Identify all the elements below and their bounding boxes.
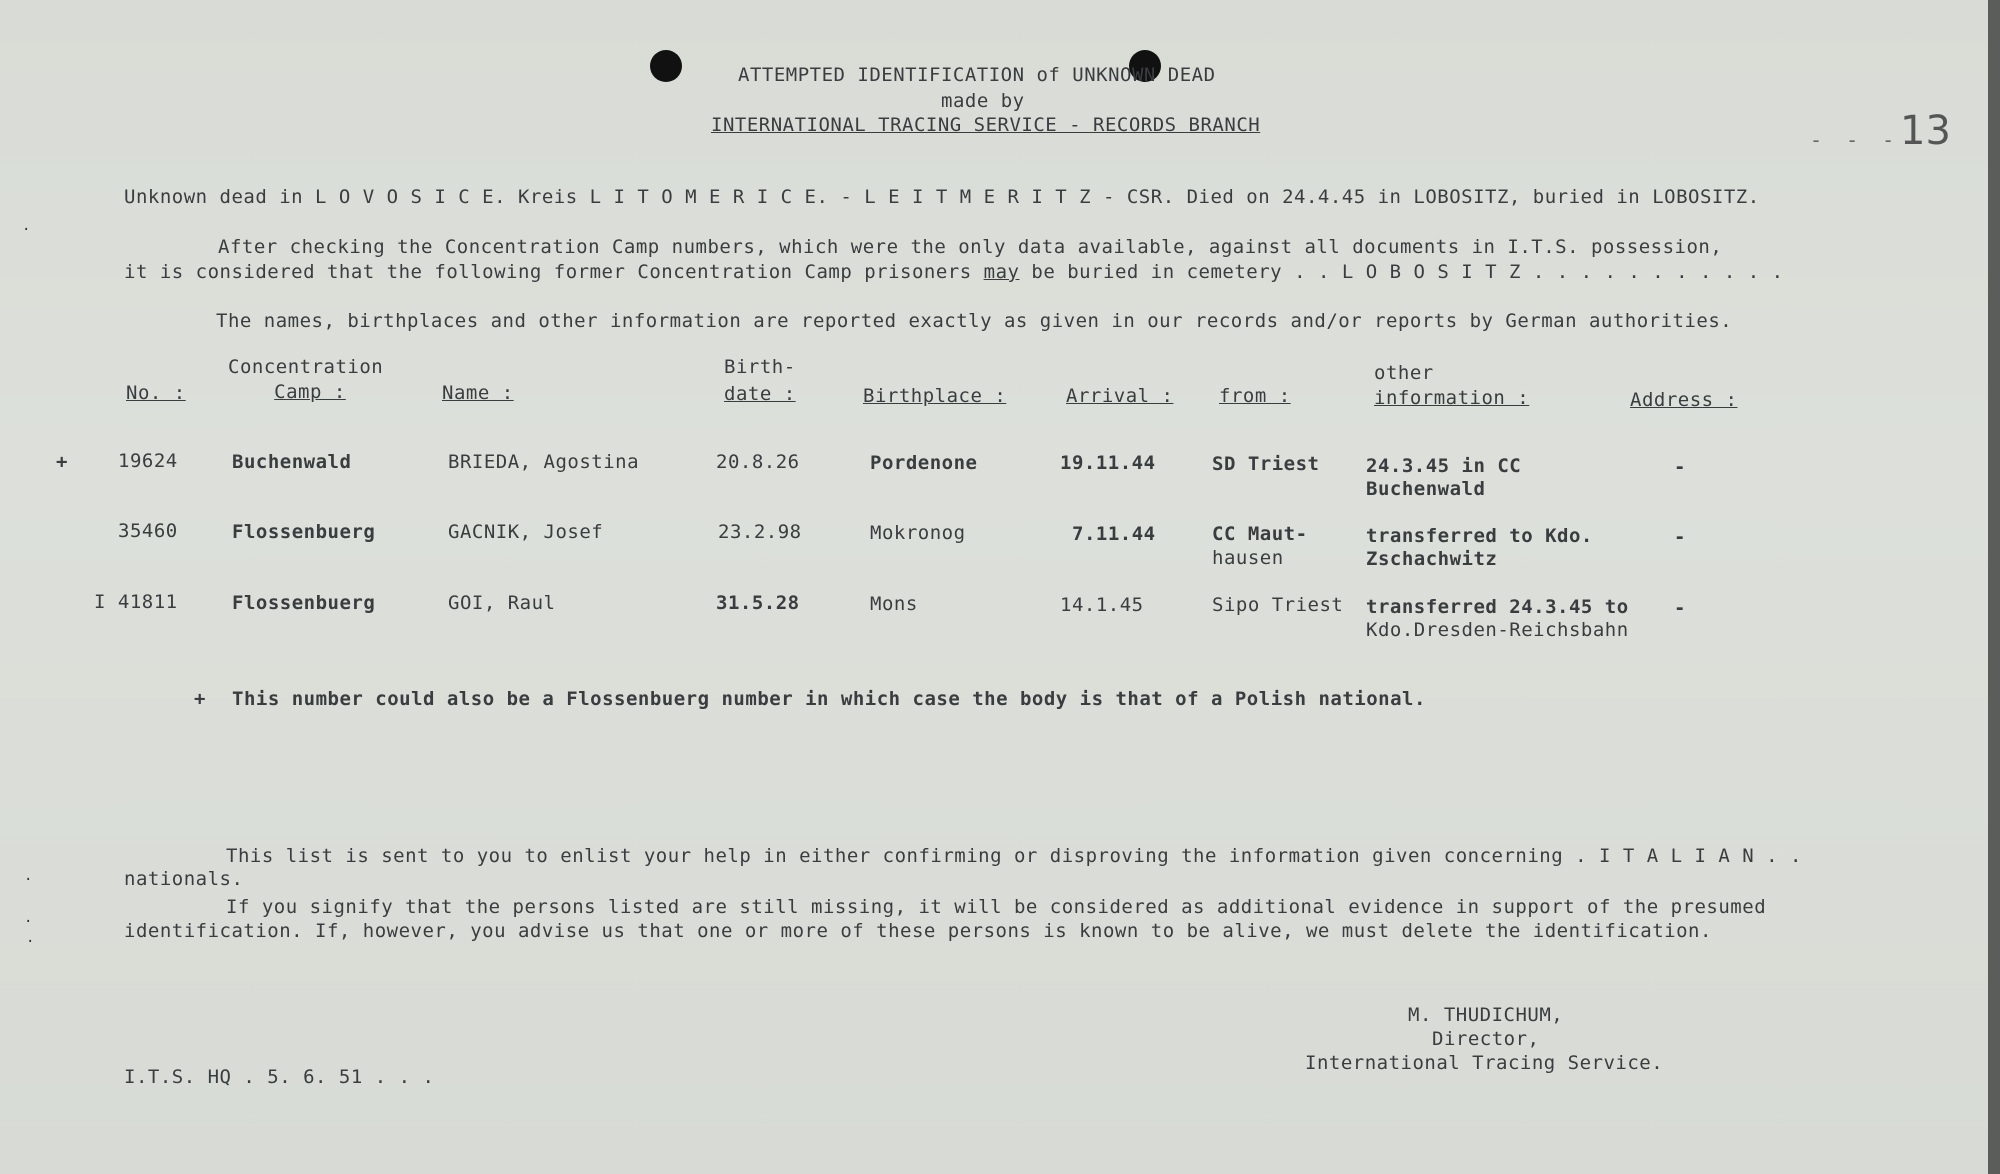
header-camp-2: Camp : [274, 381, 346, 403]
made-by-line: made by [941, 90, 1025, 112]
intro-may: may [983, 261, 1020, 283]
closing-p1-line2: nationals. [124, 868, 244, 890]
header-from: from : [1219, 385, 1291, 407]
row-name: GOI, Raul [448, 592, 556, 614]
row-from: Sipo Triest [1212, 594, 1344, 616]
row-arrival: 14.1.45 [1060, 594, 1144, 616]
punch-hole-left [650, 50, 682, 82]
row-other-2: Kdo.Dresden-Reichsbahn [1366, 619, 1629, 641]
footnote-mark: + [194, 688, 206, 710]
document-title: ATTEMPTED IDENTIFICATION of UNKNOWN DEAD [738, 64, 1216, 86]
row-camp: Flossenbuerg [232, 521, 376, 543]
intro-para1-line2-start: it is considered that the following former Concentration Camp prisoners [124, 261, 972, 283]
row-camp: Buchenwald [232, 451, 352, 473]
intro-para1-line2 [124, 261, 1784, 283]
footnote-text: This number could also be a Flossenbuerg number in which case the body is that of a Polish national. [232, 688, 1426, 710]
row-address: - [1674, 526, 1686, 548]
closing-p2-line2: identification. If, however, you advise us that one or more of these persons is known to be alive, we must delete the identification. [124, 920, 1712, 942]
organization-line: INTERNATIONAL TRACING SERVICE - RECORDS BRANCH [711, 114, 1261, 136]
header-address: Address : [1630, 389, 1738, 411]
header-birth-1: Birth- [724, 356, 796, 378]
closing-p2-line1: If you signify that the persons listed are still missing, it will be considered as additional evidence in support of the presumed [226, 896, 1767, 918]
row-birthplace: Pordenone [870, 452, 978, 474]
row-number: 35460 [118, 520, 178, 542]
row-other-1: transferred 24.3.45 to [1366, 596, 1629, 618]
row-birthplace: Mons [870, 593, 918, 615]
row-from: SD Triest [1212, 453, 1320, 475]
row-name: BRIEDA, Agostina [448, 451, 640, 473]
row-birthdate: 20.8.26 [716, 451, 800, 473]
row-number: I 41811 [94, 591, 178, 613]
closing-p1-line1: This list is sent to you to enlist your help in either confirming or disproving the information given concerning . I T A L I A N . . [226, 845, 1802, 867]
intro-para1-line2-end: be buried in cemetery . . L O B O S I T Z . . . . . . . . . . . [1031, 261, 1784, 283]
row-other-2: Buchenwald [1366, 478, 1486, 500]
header-birth-2: date : [724, 383, 796, 405]
row-camp: Flossenbuerg [232, 592, 376, 614]
signature-title: Director, [1432, 1028, 1540, 1050]
row-arrival: 7.11.44 [1072, 523, 1156, 545]
margin-speck: · [24, 872, 33, 888]
row-birthplace: Mokronog [870, 522, 966, 544]
header-name: Name : [442, 382, 514, 404]
row-number: 19624 [118, 450, 178, 472]
scan-edge [1988, 0, 2000, 1174]
row-birthdate: 31.5.28 [716, 592, 800, 614]
header-no: No. : [126, 382, 186, 404]
row-arrival: 19.11.44 [1060, 452, 1156, 474]
header-camp-1: Concentration [228, 356, 384, 378]
row-other-1: transferred to Kdo. [1366, 525, 1593, 547]
row-birthdate: 23.2.98 [718, 521, 802, 543]
header-arrival: Arrival : [1066, 385, 1174, 407]
row-from-1: CC Maut- [1212, 523, 1308, 545]
header-other-2: information : [1374, 387, 1530, 409]
intro-para1-line1: After checking the Concentration Camp numbers, which were the only data available, against all documents in I.T.S. possession, [218, 236, 1723, 258]
row-name: GACNIK, Josef [448, 521, 604, 543]
unknown-dead-line: Unknown dead in L O V O S I C E. Kreis L I T O M E R I C E. - L E I T M E R I T Z - CSR. Died on 24.4.45 in LOBOSITZ, buried in LOBOSITZ. [124, 186, 1760, 208]
row-address: - [1674, 597, 1686, 619]
margin-speck: · [24, 914, 33, 930]
signature-org: International Tracing Service. [1305, 1052, 1664, 1074]
margin-speck: · [22, 222, 31, 238]
page-number: 13 [1900, 108, 1951, 154]
row-from-2: hausen [1212, 547, 1284, 569]
page-dashes: - - - [1810, 128, 1901, 152]
margin-speck: · [26, 934, 35, 950]
header-other-1: other [1374, 362, 1434, 384]
row-other-2: Zschachwitz [1366, 548, 1498, 570]
intro-para2: The names, birthplaces and other information are reported exactly as given in our records and/or reports by German authorities. [216, 310, 1733, 332]
row-mark: + [56, 451, 68, 473]
row-other-1: 24.3.45 in CC [1366, 455, 1522, 477]
signature-name: M. THUDICHUM, [1408, 1004, 1564, 1026]
row-address: - [1674, 456, 1686, 478]
header-birthplace: Birthplace : [863, 385, 1007, 407]
its-hq-date: I.T.S. HQ . 5. 6. 51 . . . [124, 1066, 435, 1088]
